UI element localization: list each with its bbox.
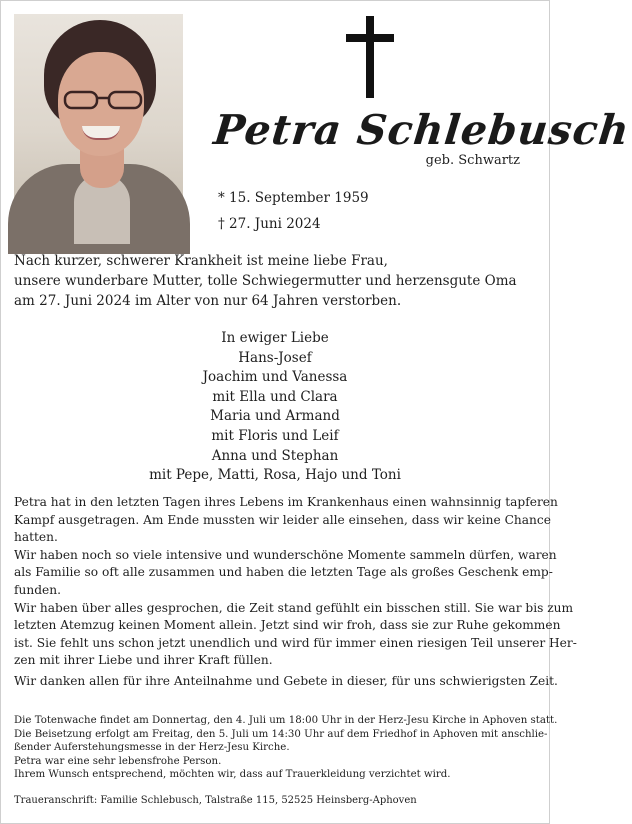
tribute-line: Wir haben noch so viele intensive und wunderschöne Momente sammeln dürfen, waren xyxy=(14,547,557,562)
tribute-line: funden. xyxy=(14,582,61,597)
tribute-line: letzten Atemzug keinen Moment allein. Jetzt sind wir froh, dass sie zur Ruhe gekommen xyxy=(14,618,561,633)
note-line: Die Beisetzung erfolgt am Freitag, den 5. Juli um 14:30 Uhr auf dem Friedhof in Aphoven mit anschlie- xyxy=(14,728,548,740)
death-date: † 27. Juni 2024 xyxy=(218,216,321,232)
mourner-line: Hans-Josef xyxy=(238,349,312,366)
deceased-name: Petra Schlebusch xyxy=(211,106,632,154)
mourner-line: Maria und Armand xyxy=(210,408,340,425)
mourning-address: Traueranschrift: Familie Schlebusch, Talstraße 115, 52525 Heinsberg-Aphoven xyxy=(14,795,417,806)
maiden-name: geb. Schwartz xyxy=(425,153,520,168)
tribute-line: Kampf ausgetragen. Am Ende mussten wir leider alle einsehen, dass wir keine Chance xyxy=(14,512,551,527)
mourner-line: Anna und Stephan xyxy=(211,447,339,464)
intro-text xyxy=(14,251,539,311)
mourner-line: Joachim und Vanessa xyxy=(202,369,348,386)
intro-line: am 27. Juni 2024 im Alter von nur 64 Jahren verstorben. xyxy=(14,293,402,309)
tribute-line: Petra hat in den letzten Tagen ihres Lebens im Krankenhaus einen wahnsinnig tapferen xyxy=(14,495,558,509)
intro-line: Nach kurzer, schwerer Krankheit ist meine liebe Frau, xyxy=(14,253,388,269)
tribute-line: ist. Sie fehlt uns schon jetzt unendlich und wird für immer einen riesigen Teil unserer Her- xyxy=(14,635,577,650)
cross-icon xyxy=(346,16,394,98)
tribute-line: hatten. xyxy=(14,530,58,545)
thanks-text: Wir danken allen für ihre Anteilnahme und Gebete in dieser, für uns schwierigsten Zeit. xyxy=(14,674,558,688)
note-line: Ihrem Wunsch entsprechend, möchten wir, dass auf Trauerkleidung verzichtet wird. xyxy=(14,769,451,781)
intro-line: unsere wunderbare Mutter, tolle Schwiegermutter und herzensgute Oma xyxy=(14,273,517,289)
mourner-line: In ewiger Liebe xyxy=(221,330,329,346)
tribute-line: zen mit ihrer Liebe und ihrer Kraft füllen. xyxy=(14,653,273,668)
note-line: Petra war eine sehr lebensfrohe Person. xyxy=(14,755,222,767)
tribute-text xyxy=(14,494,577,670)
portrait-photo xyxy=(14,14,183,227)
mourner-line: mit Ella und Clara xyxy=(212,388,338,405)
mourner-line: mit Floris und Leif xyxy=(211,427,339,444)
tribute-line: Wir haben über alles gesprochen, die Zeit stand gefühlt ein bisschen still. Sie war bis zum xyxy=(14,600,574,615)
mourner-line: mit Pepe, Matti, Rosa, Hajo und Toni xyxy=(149,467,401,484)
note-line: Die Totenwache findet am Donnertag, den 4. Juli um 18:00 Uhr in der Herz-Jesu Kirche in Aphoven statt. xyxy=(14,715,558,726)
mourners-list xyxy=(0,329,550,486)
tribute-line: als Familie so oft alle zusammen und haben die letzten Tage als großes Geschenk emp- xyxy=(14,565,553,580)
glasses-shape xyxy=(63,90,143,110)
ceremony-notes xyxy=(14,714,558,782)
birth-date: * 15. September 1959 xyxy=(218,190,369,206)
note-line: ßender Auferstehungsmesse in der Herz-Jesu Kirche. xyxy=(14,742,290,754)
